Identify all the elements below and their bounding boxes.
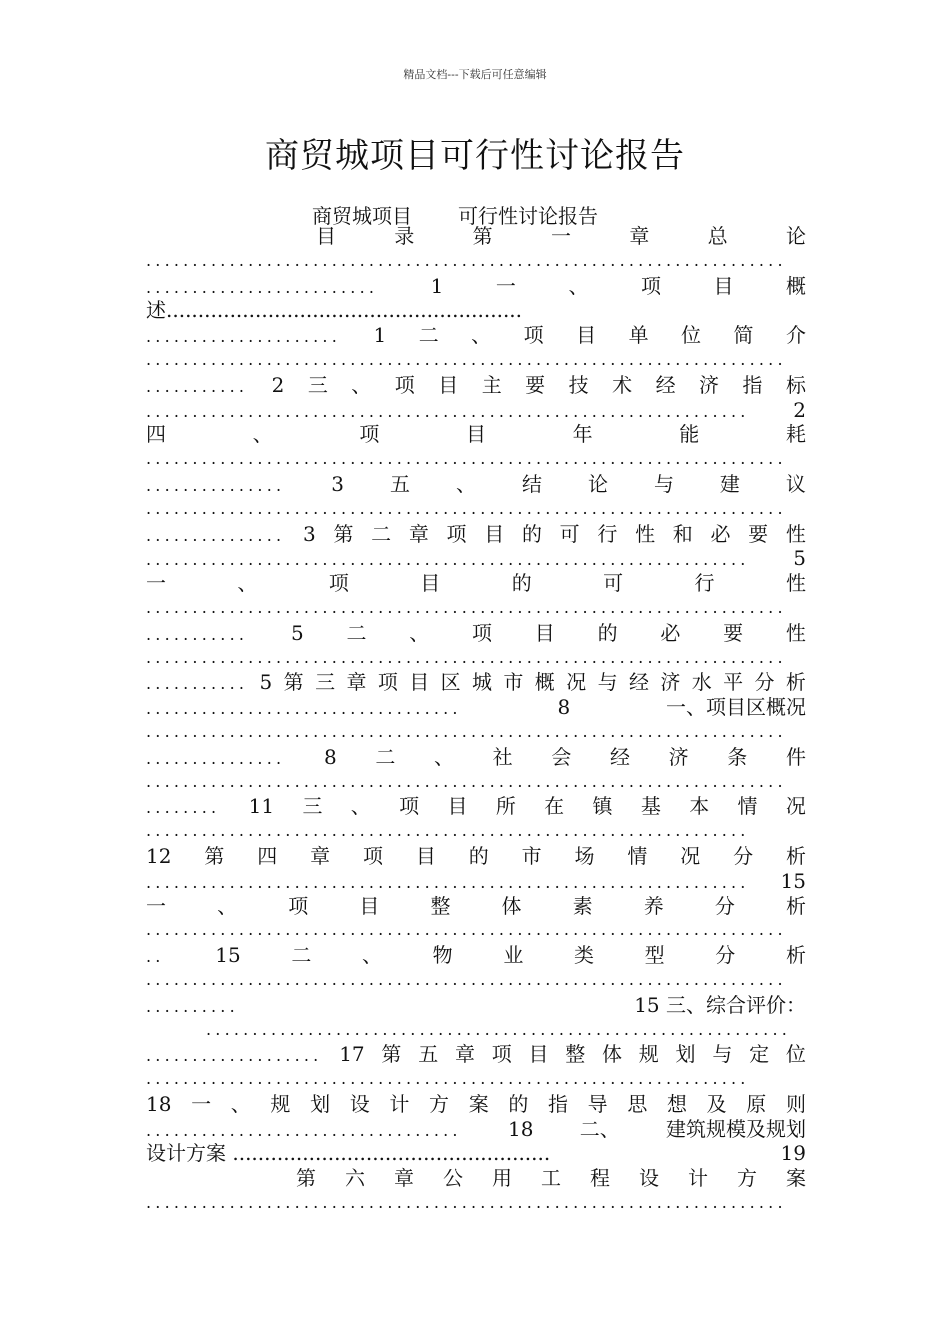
- toc-text: 要: [723, 620, 744, 645]
- toc-text: 建: [719, 471, 740, 496]
- toc-text: 项: [394, 372, 415, 397]
- toc-text: 目: [528, 1042, 549, 1067]
- toc-text: 的: [468, 843, 489, 868]
- toc-text: 项: [359, 422, 380, 447]
- toc-text: 镇: [592, 794, 613, 819]
- toc-text: 技: [568, 372, 589, 397]
- subtitle-part: 商贸城项目: [312, 204, 412, 228]
- toc-text: 计: [389, 1091, 410, 1116]
- toc-text: 录: [394, 224, 415, 248]
- toc-text: 行: [597, 521, 618, 546]
- toc-text: 工: [541, 1166, 561, 1191]
- toc-text: .........................: [146, 277, 379, 297]
- toc-text: 2: [793, 397, 806, 422]
- toc-text: 目: [484, 521, 505, 546]
- toc-text: 与: [653, 471, 674, 496]
- toc-text: 养: [643, 893, 664, 918]
- toc-text: 第: [472, 224, 493, 248]
- toc-text: 三: [307, 372, 328, 397]
- toc-text: 市: [503, 670, 524, 695]
- toc-text: 一: [191, 1091, 212, 1116]
- toc-line: [146, 894, 806, 919]
- toc-text: 的: [521, 521, 542, 546]
- toc-line: [146, 298, 806, 323]
- toc-text: 性: [785, 571, 806, 596]
- toc-text: 主: [481, 372, 502, 397]
- toc-line: [146, 522, 806, 547]
- toc-text: 第: [283, 670, 304, 695]
- toc-text: 区: [440, 670, 461, 695]
- toc-text: 概: [785, 273, 806, 298]
- toc-text: 二: [418, 323, 439, 348]
- toc-text: 12: [146, 843, 172, 868]
- toc-text: ...............: [146, 475, 286, 495]
- toc-text: 论: [785, 224, 806, 248]
- toc-text: 耗: [785, 422, 806, 447]
- toc-text: 必: [660, 620, 681, 645]
- toc-text: 章: [310, 843, 331, 868]
- toc-text: 能: [679, 422, 700, 447]
- toc-text: 类: [573, 943, 594, 968]
- toc-text: 经: [609, 744, 630, 769]
- toc-text: 简: [733, 323, 754, 348]
- toc-text: 3: [303, 521, 316, 546]
- toc-text: 济: [699, 372, 720, 397]
- toc-leader-dots: .................................................................: [146, 821, 750, 841]
- toc-text: .................................................................: [146, 401, 750, 421]
- toc-text: 第: [204, 843, 225, 868]
- toc-text: 项: [328, 571, 349, 596]
- toc-text: 一、项目区概况: [666, 695, 806, 720]
- toc-text: 件: [785, 744, 806, 769]
- toc-text: 与: [712, 1042, 733, 1067]
- toc-line: [146, 1141, 806, 1166]
- toc-text: 、: [230, 1091, 251, 1116]
- toc-leader-dots: .................................................................: [146, 1069, 750, 1089]
- toc-text: ........: [146, 798, 221, 818]
- toc-text: 规: [638, 1042, 659, 1067]
- toc-text: 年: [572, 422, 593, 447]
- toc-text: 、: [252, 422, 273, 447]
- toc-text: 1: [430, 273, 444, 298]
- toc-text: 型: [644, 943, 665, 968]
- toc-text: 目: [576, 323, 597, 348]
- toc-text: 5: [259, 670, 273, 695]
- toc-line: [146, 1018, 806, 1043]
- toc-line: [146, 348, 806, 373]
- toc-text: 及: [706, 1091, 727, 1116]
- toc-text: 、: [568, 273, 589, 298]
- toc-text: 项: [472, 620, 493, 645]
- toc-text: 、: [434, 744, 454, 769]
- toc-line: [146, 695, 806, 720]
- toc-text: 水: [691, 670, 712, 695]
- toc-text: 情: [627, 843, 648, 868]
- toc-text: 项: [288, 893, 309, 918]
- toc-text: 性: [785, 521, 806, 546]
- toc-line: [146, 546, 806, 571]
- toc-text: 3: [331, 471, 345, 496]
- toc-text: 与: [597, 670, 618, 695]
- toc-text: 析: [785, 893, 806, 918]
- toc-text: 15: [780, 868, 806, 893]
- toc-text: 建筑规模及规划: [665, 1116, 806, 1141]
- toc-text: 15: [215, 943, 241, 968]
- toc-text: 、: [217, 893, 238, 918]
- toc-leader-dots: ...............................................................: [206, 1019, 792, 1039]
- toc-line: [146, 968, 806, 993]
- toc-text: 基: [640, 794, 661, 819]
- toc-line: [146, 918, 806, 943]
- toc-text: 的: [508, 1091, 529, 1116]
- toc-text: 定: [749, 1042, 770, 1067]
- document-title: 商贸城项目可行性讨论报告: [265, 136, 685, 176]
- toc-line: [146, 596, 806, 621]
- toc-text: 第: [381, 1042, 402, 1067]
- toc-text: 设: [349, 1091, 370, 1116]
- toc-text: ...............: [146, 525, 286, 545]
- toc-text: 市: [521, 843, 542, 868]
- toc-text: 程: [590, 1166, 610, 1191]
- toc-text: 城: [472, 670, 493, 695]
- toc-text: 经: [655, 372, 676, 397]
- toc-text: 一: [550, 224, 571, 248]
- toc-text: 二: [291, 943, 312, 968]
- toc-text: 平: [723, 670, 744, 695]
- toc-text: 议: [785, 471, 806, 496]
- toc-text: 、: [362, 943, 382, 968]
- toc-line: [146, 571, 806, 596]
- toc-text: 介: [785, 323, 806, 348]
- toc-leader-dots: .....................................................................: [146, 1193, 787, 1213]
- toc-leader-dots: .....................................................................: [146, 498, 787, 518]
- toc-text: 指: [742, 372, 763, 397]
- toc-line: [146, 869, 806, 894]
- toc-text: 思: [627, 1091, 648, 1116]
- toc-text: 况: [566, 670, 587, 695]
- toc-line: [146, 1042, 806, 1067]
- toc-line: [146, 1117, 806, 1142]
- toc-text: 情: [737, 794, 758, 819]
- toc-line: [146, 670, 806, 695]
- toc-text: 论: [587, 471, 608, 496]
- toc-text: 要: [748, 521, 769, 546]
- toc-text: 结: [521, 471, 542, 496]
- toc-line: [146, 323, 806, 348]
- toc-text: 一: [146, 893, 166, 918]
- toc-text: 原: [746, 1091, 767, 1116]
- toc-line: [146, 422, 806, 447]
- toc-text: .....................: [146, 327, 342, 347]
- toc-text: 概: [534, 670, 555, 695]
- toc-text: 目: [438, 372, 459, 397]
- toc-line: [146, 819, 806, 844]
- subtitle-part: 可行性讨论报告: [458, 204, 598, 228]
- toc-text: 述........................................................: [146, 298, 523, 323]
- toc-text: ..................................: [146, 699, 462, 719]
- toc-text: 项: [523, 323, 544, 348]
- toc-text: 况: [785, 794, 806, 819]
- toc-text: 章: [408, 521, 429, 546]
- toc-line: [146, 993, 806, 1018]
- toc-line: [146, 1067, 806, 1092]
- toc-text: 分: [754, 670, 775, 695]
- toc-text: 19: [780, 1141, 806, 1166]
- toc-text: 四: [146, 422, 166, 447]
- toc-text: 目: [465, 422, 486, 447]
- toc-text: 和: [672, 521, 693, 546]
- toc-text: 经: [628, 670, 649, 695]
- toc-text: 术: [612, 372, 633, 397]
- toc-text: 二: [375, 744, 396, 769]
- toc-text: 、: [351, 372, 372, 397]
- toc-text: 整: [565, 1042, 586, 1067]
- toc-text: 可: [559, 521, 580, 546]
- toc-text: 分: [715, 943, 736, 968]
- toc-text: 的: [511, 571, 532, 596]
- toc-text: 会: [551, 744, 572, 769]
- toc-text: 项: [640, 273, 661, 298]
- toc-line: [146, 447, 806, 472]
- toc-text: 18: [146, 1091, 172, 1116]
- toc-text: 的: [597, 620, 618, 645]
- toc-text: 一: [146, 571, 166, 596]
- toc-text: 济: [668, 744, 689, 769]
- toc-line: [146, 472, 806, 497]
- toc-line: [146, 398, 806, 423]
- toc-text: 行: [694, 571, 715, 596]
- toc-text: 体: [602, 1042, 623, 1067]
- toc-text: 目: [415, 843, 436, 868]
- toc-text: 位: [785, 1042, 806, 1067]
- toc-text: .................................................................: [146, 550, 750, 570]
- toc-text: 四: [257, 843, 278, 868]
- toc-text: ...............: [146, 748, 286, 768]
- toc-line: [146, 1166, 806, 1191]
- toc-leader-dots: .....................................................................: [146, 969, 787, 989]
- table-of-contents: [146, 224, 806, 1216]
- toc-text: 二、: [579, 1116, 620, 1141]
- toc-text: 社: [492, 744, 513, 769]
- toc-text: 物: [432, 943, 453, 968]
- toc-leader-dots: .....................................................................: [146, 349, 787, 369]
- toc-text: 况: [680, 843, 701, 868]
- toc-leader-dots: .....................................................................: [146, 721, 787, 741]
- toc-line: [146, 1191, 806, 1216]
- toc-text: 、: [237, 571, 258, 596]
- toc-text: 单: [628, 323, 649, 348]
- toc-text: 三: [302, 794, 323, 819]
- toc-line: [146, 943, 806, 968]
- toc-text: 方: [737, 1166, 757, 1191]
- toc-text: 项: [399, 794, 420, 819]
- toc-text: 目: [447, 794, 468, 819]
- toc-text: 第: [296, 1166, 316, 1191]
- toc-text: 项: [377, 670, 398, 695]
- toc-text: 目: [534, 620, 555, 645]
- toc-text: 素: [572, 893, 593, 918]
- toc-line: [146, 249, 806, 274]
- toc-text: 想: [666, 1091, 687, 1116]
- toc-text: 8: [323, 744, 337, 769]
- toc-text: 目: [316, 224, 336, 248]
- toc-line: [146, 720, 806, 745]
- toc-line: [146, 621, 806, 646]
- toc-text: 所: [495, 794, 516, 819]
- toc-text: 5: [290, 620, 304, 645]
- toc-text: 8: [557, 695, 571, 720]
- toc-text: 目: [420, 571, 441, 596]
- toc-text: 公: [443, 1166, 463, 1191]
- toc-line: [146, 770, 806, 795]
- toc-text: 、: [471, 323, 492, 348]
- toc-text: 目: [359, 893, 380, 918]
- toc-text: 项: [362, 843, 383, 868]
- toc-line: [146, 794, 806, 819]
- toc-line: [146, 1092, 806, 1117]
- toc-text: 目: [713, 273, 734, 298]
- toc-text: 案: [468, 1091, 489, 1116]
- toc-text: 、: [350, 794, 371, 819]
- toc-text: 五: [390, 471, 410, 496]
- toc-line: [146, 274, 806, 299]
- toc-text: 一: [495, 273, 516, 298]
- toc-text: 二: [371, 521, 392, 546]
- toc-line: [146, 373, 806, 398]
- toc-text: 18: [508, 1116, 534, 1141]
- toc-text: 15 三、综合评价：: [634, 992, 806, 1017]
- toc-text: ..................................: [146, 1120, 462, 1140]
- toc-text: 体: [501, 893, 522, 918]
- toc-text: 方: [429, 1091, 450, 1116]
- toc-line: [146, 497, 806, 522]
- toc-text: 济: [660, 670, 681, 695]
- toc-text: ...................: [146, 1046, 323, 1066]
- toc-text: 导: [587, 1091, 608, 1116]
- toc-text: 规: [270, 1091, 291, 1116]
- toc-text: 六: [345, 1166, 365, 1191]
- toc-text: ..........: [146, 996, 239, 1016]
- toc-text: 性: [635, 521, 656, 546]
- toc-text: 项: [446, 521, 467, 546]
- toc-leader-dots: .....................................................................: [146, 771, 787, 791]
- toc-text: ...........: [146, 674, 249, 694]
- toc-text: 5: [793, 546, 806, 571]
- toc-text: .................................................................: [146, 872, 750, 892]
- page-header: 精品文档---下载后可任意编辑: [403, 68, 547, 81]
- toc-text: 必: [710, 521, 731, 546]
- toc-text: 章: [629, 224, 650, 248]
- toc-text: ..: [146, 947, 165, 967]
- toc-text: 则: [785, 1091, 806, 1116]
- toc-text: 二: [346, 620, 367, 645]
- toc-text: 五: [418, 1042, 439, 1067]
- toc-leader-dots: .....................................................................: [146, 250, 787, 270]
- toc-text: 位: [681, 323, 702, 348]
- toc-leader-dots: .....................................................................: [146, 597, 787, 617]
- toc-text: 整: [430, 893, 451, 918]
- toc-text: 设: [639, 1166, 659, 1191]
- toc-leader-dots: .....................................................................: [146, 449, 787, 469]
- toc-text: 条: [727, 744, 748, 769]
- toc-text: 可: [603, 571, 624, 596]
- toc-text: 三: [315, 670, 336, 695]
- toc-text: 分: [733, 843, 754, 868]
- toc-line: [146, 646, 806, 671]
- toc-text: 在: [544, 794, 565, 819]
- toc-text: 案: [786, 1166, 806, 1191]
- toc-text: 章: [346, 670, 367, 695]
- toc-text: 指: [548, 1091, 569, 1116]
- toc-text: 、: [409, 620, 430, 645]
- toc-line: [146, 224, 806, 249]
- toc-text: ...........: [146, 624, 249, 644]
- toc-text: 业: [503, 943, 524, 968]
- toc-text: 2: [271, 372, 285, 397]
- toc-text: 本: [689, 794, 710, 819]
- toc-text: 总: [707, 224, 728, 248]
- toc-text: 1: [373, 323, 387, 348]
- toc-text: 析: [785, 843, 806, 868]
- toc-text: 17: [339, 1042, 365, 1067]
- toc-text: 目: [409, 670, 430, 695]
- toc-text: 、: [455, 471, 476, 496]
- toc-text: 设计方案 ..................................................: [146, 1141, 551, 1166]
- toc-text: 划: [675, 1042, 696, 1067]
- toc-leader-dots: .....................................................................: [146, 920, 787, 940]
- toc-text: 场: [574, 843, 595, 868]
- toc-leader-dots: .....................................................................: [146, 647, 787, 667]
- toc-text: 章: [394, 1166, 414, 1191]
- toc-text: 标: [785, 372, 806, 397]
- toc-text: 章: [454, 1042, 475, 1067]
- toc-text: 项: [491, 1042, 512, 1067]
- toc-text: 性: [785, 620, 806, 645]
- toc-text: 第: [333, 521, 354, 546]
- toc-text: 析: [785, 943, 806, 968]
- toc-text: 计: [688, 1166, 708, 1191]
- toc-text: 析: [785, 670, 806, 695]
- toc-line: [146, 745, 806, 770]
- toc-line: [146, 844, 806, 869]
- toc-text: 用: [492, 1166, 512, 1191]
- toc-text: 11: [248, 794, 275, 819]
- toc-text: 划: [310, 1091, 331, 1116]
- toc-text: 要: [525, 372, 546, 397]
- toc-text: ...........: [146, 376, 249, 396]
- toc-text: 分: [714, 893, 735, 918]
